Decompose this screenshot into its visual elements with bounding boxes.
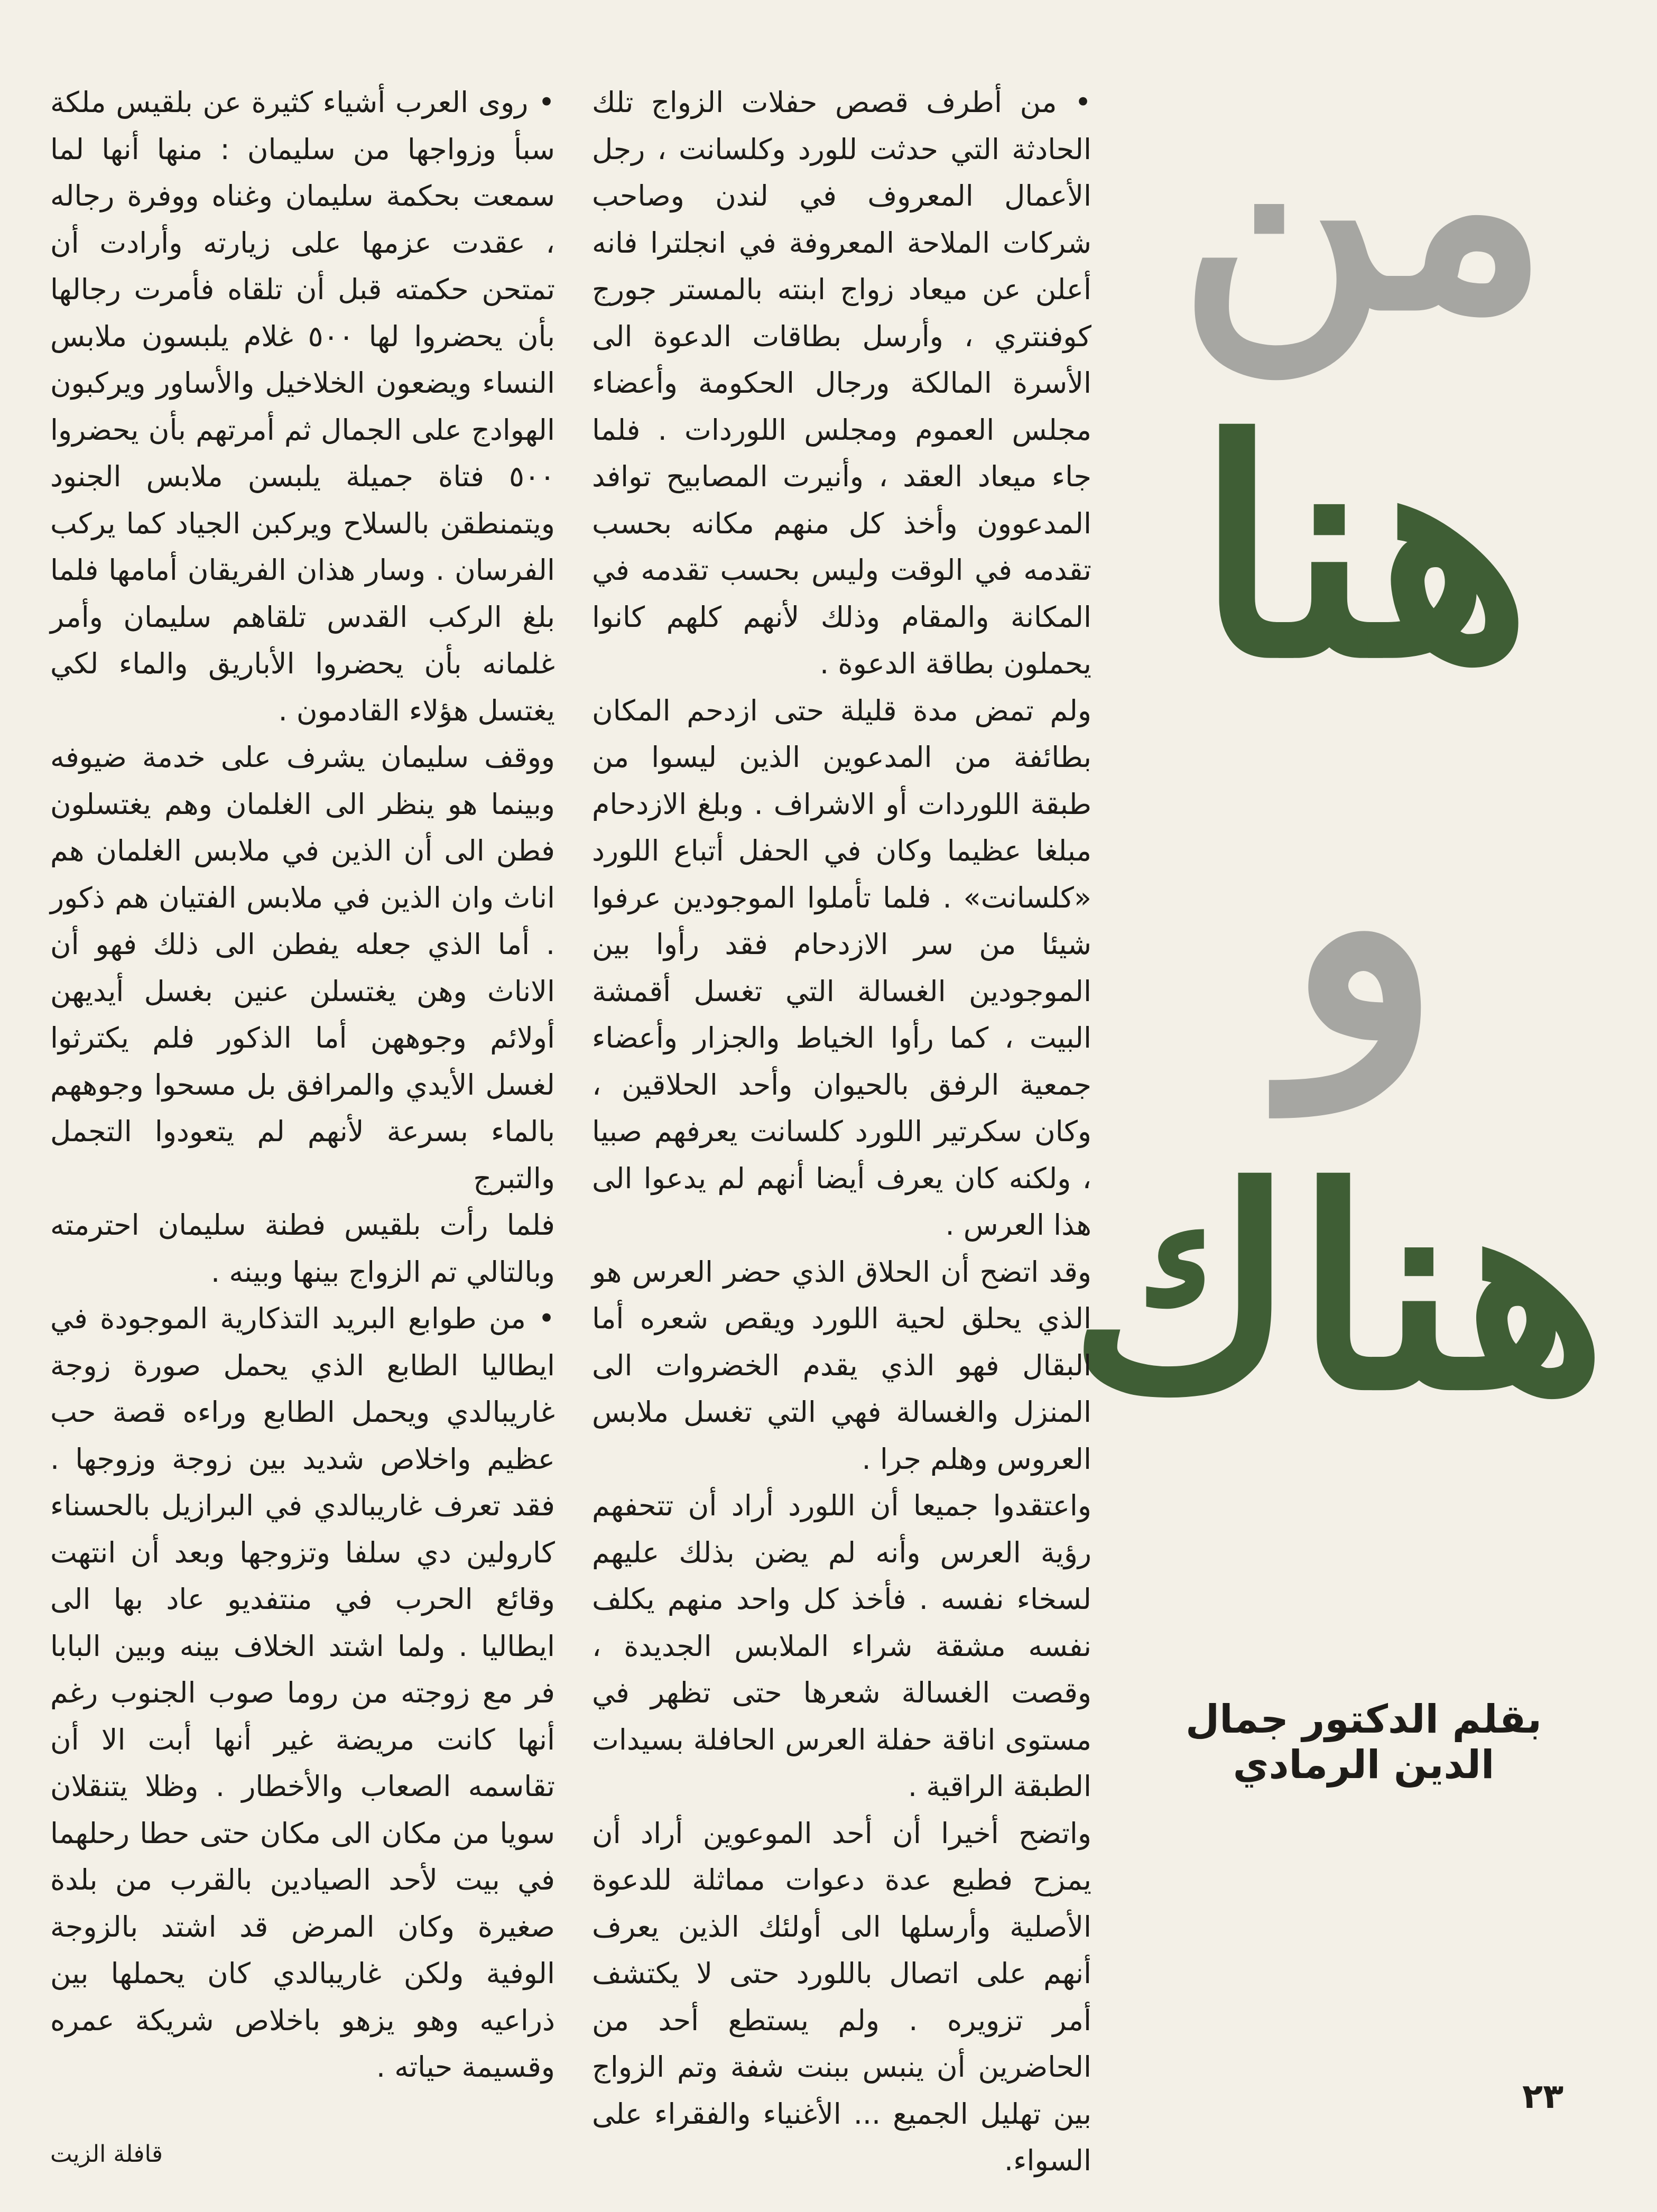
paragraph: ولم تمض مدة قليلة حتى ازدحم المكان بطائفة من المدعوين الذين ليسوا من طبقة اللوردات أو الاشراف . وبلغ الازدحام مبلغا عظيما وكان في الحفل أتباع اللورد «كلسانت» . فلما تأملوا الموجودين عرفوا شيئا من سر الازدحام فقد رأوا بين الموجودين الغسالة التي تغسل أقمشة البيت ، كما رأوا الخياط والجزار وأعضاء جمعية الرفق بالحيوان وأحد الحلاقين ، وكان سكرتير اللورد كلسانت يعرفهم صبيا ، ولكنه كان يعرف أيضا أنهم لم يدعوا الى هذا العرس . bbox=[592, 693, 1091, 1242]
article-title bbox=[1068, 39, 1607, 1459]
paragraph-garibaldi-story: • من طوابع البريد التذكارية الموجودة في ايطاليا الطابع الذي يحمل صورة زوجة غاريبالدي ويحمل الطابع وراءه قصة حب عظيم واخلاص شديد بين زوجة وزوجها . فقد تعرف غاريبالدي في البرازيل بالحسناء كارولين دي سلفا وتزوجها وبعد أن انتهت وقائع الحرب في منتفديو عاد بها الى ايطاليا . ولما اشتد الخلاف بينه وبين البابا فر مع زوجته من روما صوب الجنوب رغم أنها كانت مريضة غير أنها أبت الا أن تقاسمه الصعاب والأخطار . وظلا يتنقلان سويا من مكان الى مكان حتى حطا رحلهما في بيت لأحد الصيادين بالقرب من بلدة صغيرة وكان المرض قد اشتد بالزوجة الوفية ولكن غاريبالدي كان يحملها بين ذراعيه وهو يزهو باخلاص شريكة عمره وقسيمة حياته . bbox=[50, 1295, 555, 2091]
paragraph: واتضح أخيرا أن أحد الموعوين أراد أن يمزح فطبع عدة دعوات مماثلة للدعوة الأصلية وأرسلها الى أولئك الذين يعرف أنهم على اتصال باللورد حتى لا يكتشف أمر تزويره . ولم يستطع أحد من الحاضرين أن ينبس ببنت شفة وتم الزواج بين تهليل الجميع ... الأغنياء والفقراء على السواء. bbox=[592, 1816, 1091, 2177]
article-column-left bbox=[50, 79, 555, 2091]
paragraph: ووقف سليمان يشرف على خدمة ضيوفه وبينما هو ينظر الى الغلمان وهم يغتسلون فطن الى أن الذين في ملابس الغلمان هم اناث وان الذين في ملابس الفتيان هم ذكور . أما الذي جعله يفطن الى ذلك فهو أن الاناث وهن يغتسلن عنين بغسل أيديهن أولائم وجوههن أما الذكور فلم يكترثوا لغسل الأيدي والمرافق بل مسحوا وجوههم بالماء بسرعة لأنهم لم يتعودوا التجمل والتبرج bbox=[50, 741, 555, 1195]
paragraph: واعتقدوا جميعا أن اللورد أراد أن تتحفهم رؤية العرس وأنه لم يضن بذلك عليهم لسخاء نفسه . فأخذ كل واحد منهم يكلف نفسه مشقة شراء الملابس الجديدة ، وقصت الغسالة شعرها حتى تظهر في مستوى اناقة حفلة العرس الحافلة بسيدات الطبقة الراقية . bbox=[592, 1489, 1091, 1803]
magazine-name: قافلة الزيت bbox=[50, 2141, 163, 2168]
title-word-wa: و bbox=[1287, 738, 1440, 1111]
title-word-min: من bbox=[1178, 39, 1549, 374]
title-word-hunak: هناك bbox=[1068, 1128, 1607, 1451]
author-byline: بقلم الدكتور جمال الدين الرمادي bbox=[1186, 1697, 1542, 1788]
paragraph-bilqis-story: • روى العرب أشياء كثيرة عن بلقيس ملكة سبأ وزواجها من سليمان : منها أنها لما سمعت بحكمة سليمان وغناه ووفرة رجاله ، عقدت عزمها على زيارته وأرادت أن تمتحن حكمته قبل أن تلقاه فأمرت رجالها بأن يحضروا لها ٥٠٠ غلام يلبسون ملابس النساء ويضعون الخلاخيل والأساور ويركبون الهوادج على الجمال ثم أمرتهم بأن يحضروا ٥٠٠ فتاة جميلة يلبسن ملابس الجنود ويتمنطقن بالسلاح ويركبن الجياد كما يركب الفرسان . وسار هذان الفريقان أمامها فلما بلغ الركب القدس تلقاهم سليمان وأمر غلمانه بأن يحضروا الأباريق والماء لكي يغتسل هؤلاء القادمون . bbox=[50, 79, 555, 734]
paragraph-wedding-story: • من أطرف قصص حفلات الزواج تلك الحادثة التي حدثت للورد وكلسانت ، رجل الأعمال المعروف في لندن وصاحب شركات الملاحة المعروفة في انجلترا فانه أعلن عن ميعاد زواج ابنته بالمستر جورج كوفنتري ، وأرسل بطاقات الدعوة الى الأسرة المالكة ورجال الحكومة وأعضاء مجلس العموم ومجلس اللوردات . فلما جاء ميعاد العقد ، وأنيرت المصابيح توافد المدعوون وأخذ كل منهم مكانه بحسب تقدمه في الوقت وليس بحسب تقدمه في المكانة والمقام وذلك لأنهم كلهم كانوا يحملون بطاقة الدعوة . bbox=[592, 79, 1091, 688]
article-column-right bbox=[592, 79, 1091, 2185]
paragraph: فلما رأت بلقيس فطنة سليمان احترمته وبالتالي تم الزواج بينها وبينه . bbox=[50, 1208, 555, 1289]
page-number: ٢٣ bbox=[1522, 2077, 1564, 2116]
paragraph: وقد اتضح أن الحلاق الذي حضر العرس هو الذي يحلق لحية اللورد ويقص شعره أما البقال فهو الذي يقدم الخضروات الى المنزل والغسالة فهي التي تغسل ملابس العروس وهلم جرا . bbox=[592, 1255, 1091, 1476]
title-word-huna: هنا bbox=[1196, 376, 1532, 724]
